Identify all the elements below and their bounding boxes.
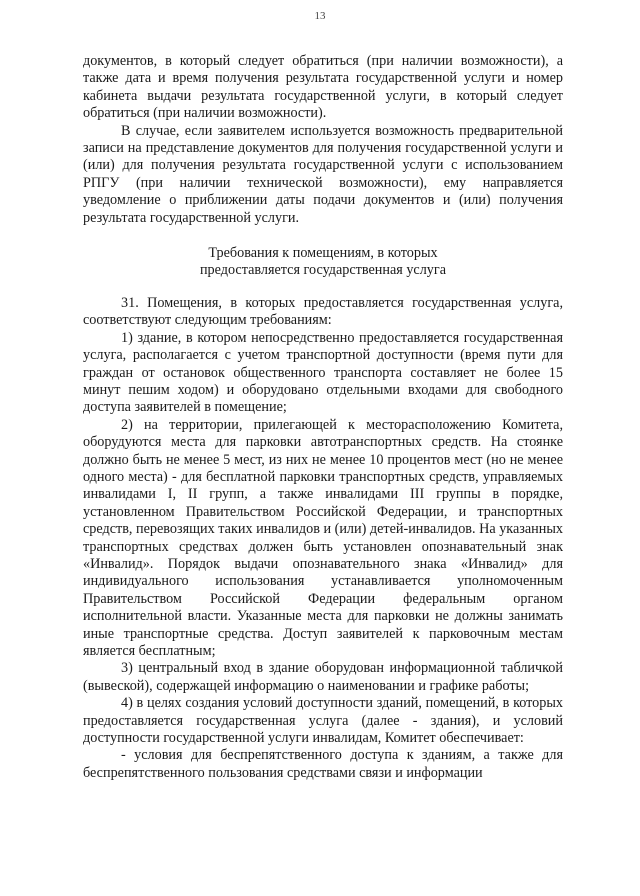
paragraph: 31. Помещения, в которых предоставляется государственная услуга, соответствуют следующим требованиям: [83, 294, 563, 329]
list-item: - условия для беспрепятственного доступа к зданиям, а также для беспрепятственного пользования средствами связи и информации [83, 747, 563, 781]
section-heading [83, 245, 563, 280]
list-item: 3) центральный вход в здание оборудован информационной табличкой (вывеской), содержащей информацию о наименовании и графике работы; [83, 660, 563, 694]
section-heading-line: Требования к помещениям, в которых [208, 245, 438, 262]
paragraph: документов, в который следует обратиться (при наличии возможности), а также дата и время получения результата государственной услуги и номер кабинета выдачи результата государственной услуги, в который следует обратиться (при наличии возможности). [83, 53, 563, 122]
paragraph: В случае, если заявителем используется возможность предварительной записи на представление документов для получения государственной услуги и (или) для получения результата государственной услуги с использованием РПГУ (при наличии технической возможности), ему направляется уведомление о приближении даты подачи документов и (или) получения результата государственной услуги. [83, 122, 563, 226]
document-body [83, 53, 563, 782]
list-item: 2) на территории, прилегающей к месторасположению Комитета, оборудуются места для парковки автотранспортных средств. На стоянке должно быть не менее 5 мест, из них не менее 10 процентов мест (но не менее одного места) - для бесплатной парковки транспортных средств, управляемых инвалидами I, II групп, а также инвалидами III группы в порядке, установленном Правительством Российской Федерации, и транспортных средств, перевозящих таких инвалидов и (или) детей-инвалидов. На указанных транспортных средствах должен быть установлен опознавательный знак «Инвалид». Порядок выдачи опознавательного знака «Инвалид» для индивидуального использования устанавливается уполномоченным Правительством Российской Федерации федеральным органом исполнительной власти. Указанные места для парковки не должны занимать иные транспортные средства. Доступ заявителей к парковочным местам является бесплатным; [83, 416, 563, 659]
list-item: 4) в целях создания условий доступности зданий, помещений, в которых предоставляется государственная услуга (далее - здания), и условий доступности государственной услуги инвалидам, Комитет обеспечивает: [83, 695, 563, 747]
page-number: 13 [314, 10, 326, 22]
section-heading-line: предоставляется государственная услуга [199, 262, 447, 279]
list-item: 1) здание, в котором непосредственно предоставляется государственная услуга, располагается с учетом транспортной доступности (время пути для граждан от остановок общественного транспорта составляет не более 15 минут пешим ходом) и оборудовано отдельными входами для свободного доступа заявителей в помещение; [83, 329, 563, 416]
